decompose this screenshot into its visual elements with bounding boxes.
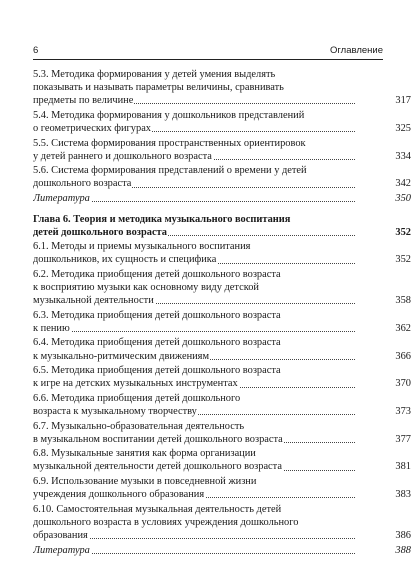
toc-entry-line xyxy=(33,447,355,460)
toc-entry[interactable] xyxy=(33,420,411,446)
toc-entry-line xyxy=(33,392,355,405)
toc-entry-line xyxy=(33,137,355,150)
toc-page-number: 362 xyxy=(395,322,411,334)
toc-entry-text: 6.10. Самостоятельная музыкальная деятельность детей xyxy=(33,503,282,515)
toc-literature-entry[interactable] xyxy=(33,192,411,205)
toc-page-number: 373 xyxy=(395,406,411,418)
toc-entry-text: 6.6. Методика приобщения детей дошкольного xyxy=(33,392,241,404)
toc-entry-line xyxy=(33,544,355,557)
toc-entry-line xyxy=(33,433,355,446)
toc-entry-text: 6.8. Музыкальные занятия как форма организации xyxy=(33,448,256,460)
toc-entry-text: о геометрических фигурах xyxy=(33,123,152,135)
toc-entry-text: 5.4. Методика формирования у дошкольников представлений xyxy=(33,109,305,121)
toc-entry-line xyxy=(33,150,355,163)
toc-entry-line xyxy=(33,309,355,322)
toc-entry-text: предметы по величине xyxy=(33,95,134,107)
toc-entry-text: 6.7. Музыкально-образовательная деятельность xyxy=(33,420,245,432)
toc-page-number: 352 xyxy=(395,254,411,266)
toc-literature-entry[interactable] xyxy=(33,544,411,557)
toc-entry-line xyxy=(33,240,355,253)
toc-entry-line xyxy=(33,475,355,488)
toc-entry-line xyxy=(33,350,355,363)
toc-entry-line xyxy=(33,529,355,542)
toc-entry-line xyxy=(33,377,355,390)
toc-entry-text: к пению xyxy=(33,322,70,334)
toc-page-number: 370 xyxy=(395,378,411,390)
section-title: Оглавление xyxy=(330,45,383,56)
toc-entry-line xyxy=(33,109,355,122)
page-number: 6 xyxy=(33,45,39,56)
toc-entry-text: 6.2. Методика приобщения детей дошкольного возраста xyxy=(33,268,281,280)
toc-page-number: 377 xyxy=(395,433,411,445)
toc-entry-line xyxy=(33,336,355,349)
toc-page-number: 325 xyxy=(395,123,411,135)
toc-entry-text: 5.5. Система формирования пространственных ориентировок xyxy=(33,137,306,149)
toc-entry-line xyxy=(33,68,355,81)
toc-entry-text: 6.1. Методы и приемы музыкального воспитания xyxy=(33,241,251,253)
table-of-contents xyxy=(33,68,411,558)
toc-entry-line xyxy=(33,281,355,294)
running-header xyxy=(33,43,383,60)
toc-entry-text: показывать и называть параметры величины, сравнивать xyxy=(33,82,284,94)
toc-entry-line xyxy=(33,420,355,433)
toc-entry-line xyxy=(33,177,355,190)
toc-entry[interactable] xyxy=(33,109,411,135)
toc-entry-line xyxy=(33,226,355,239)
toc-entry-text: Глава 6. Теория и методика музыкального воспитания xyxy=(33,213,291,225)
toc-entry-line xyxy=(33,213,355,226)
toc-entry-text: учреждения дошкольного образования xyxy=(33,489,205,501)
toc-entry[interactable] xyxy=(33,503,411,542)
toc-entry-text: 6.3. Методика приобщения детей дошкольного возраста xyxy=(33,309,281,321)
toc-entry-text: Литература xyxy=(33,544,90,556)
toc-entry-text: дошкольного возраста xyxy=(33,178,132,190)
toc-page-number: 366 xyxy=(395,350,411,362)
toc-entry-text: дошкольников, их сущность и специфика xyxy=(33,254,217,266)
toc-entry-line xyxy=(33,516,355,529)
toc-page-number: 381 xyxy=(395,461,411,473)
toc-entry[interactable] xyxy=(33,392,411,418)
toc-entry-text: к восприятию музыки как основному виду детской xyxy=(33,282,259,294)
toc-page-number: 352 xyxy=(395,226,411,238)
toc-entry-line xyxy=(33,503,355,516)
toc-entry-text: детей дошкольного возраста xyxy=(33,226,167,238)
toc-entry-text: к игре на детских музыкальных инструментах xyxy=(33,378,238,390)
toc-entry-line xyxy=(33,81,355,94)
toc-entry-line xyxy=(33,364,355,377)
toc-entry-text: музыкальной деятельности xyxy=(33,295,154,307)
toc-entry-text: образования xyxy=(33,530,88,542)
toc-entry-text: музыкальной деятельности детей дошкольного возраста xyxy=(33,461,282,473)
toc-entry-text: 5.6. Система формирования представлений о времени у детей xyxy=(33,165,307,177)
toc-entry-text: 6.5. Методика приобщения детей дошкольного возраста xyxy=(33,365,281,377)
toc-entry-text: 6.9. Использование музыки в повседневной жизни xyxy=(33,476,257,487)
toc-page-number: 334 xyxy=(395,150,411,162)
toc-entry[interactable] xyxy=(33,336,411,362)
toc-entry-line xyxy=(33,405,355,418)
toc-entry-line xyxy=(33,268,355,281)
toc-entry-line xyxy=(33,164,355,177)
toc-entry-line xyxy=(33,322,355,335)
toc-page-number: 350 xyxy=(395,192,411,204)
toc-entry[interactable] xyxy=(33,447,411,473)
toc-chapter-entry[interactable] xyxy=(33,213,411,239)
toc-entry[interactable] xyxy=(33,268,411,307)
toc-entry-text: Литература xyxy=(33,192,90,204)
toc-page-number: 388 xyxy=(395,544,411,556)
toc-entry[interactable] xyxy=(33,364,411,390)
toc-entry-text: возраста к музыкальному творчеству xyxy=(33,406,197,418)
toc-entry[interactable] xyxy=(33,137,411,163)
toc-page-number: 358 xyxy=(395,295,411,307)
toc-entry[interactable] xyxy=(33,475,411,501)
toc-page-number: 342 xyxy=(395,178,411,190)
toc-entry-text: в музыкальном воспитании детей дошкольного возраста xyxy=(33,433,283,445)
toc-page-number: 386 xyxy=(395,530,411,542)
toc-entry[interactable] xyxy=(33,309,411,335)
toc-entry-text: к музыкально-ритмическим движениям xyxy=(33,350,210,362)
toc-entry[interactable] xyxy=(33,164,411,190)
toc-entry-line xyxy=(33,192,355,205)
toc-entry-text: дошкольного возраста в условиях учреждения дошкольного xyxy=(33,516,299,528)
toc-page-number: 317 xyxy=(395,95,411,107)
toc-entry-line xyxy=(33,460,355,473)
toc-entry[interactable] xyxy=(33,68,411,107)
toc-page-number: 383 xyxy=(395,489,411,501)
toc-entry-line xyxy=(33,253,355,266)
toc-entry-text: 5.3. Методика формирования у детей умения выделять xyxy=(33,69,276,80)
toc-entry-text: у детей раннего и дошкольного возраста xyxy=(33,150,212,162)
toc-entry-line xyxy=(33,122,355,135)
toc-entry[interactable] xyxy=(33,240,411,266)
toc-entry-line xyxy=(33,488,355,501)
toc-entry-line xyxy=(33,294,355,307)
toc-entry-text: 6.4. Методика приобщения детей дошкольного возраста xyxy=(33,337,281,349)
toc-entry-line xyxy=(33,94,355,107)
